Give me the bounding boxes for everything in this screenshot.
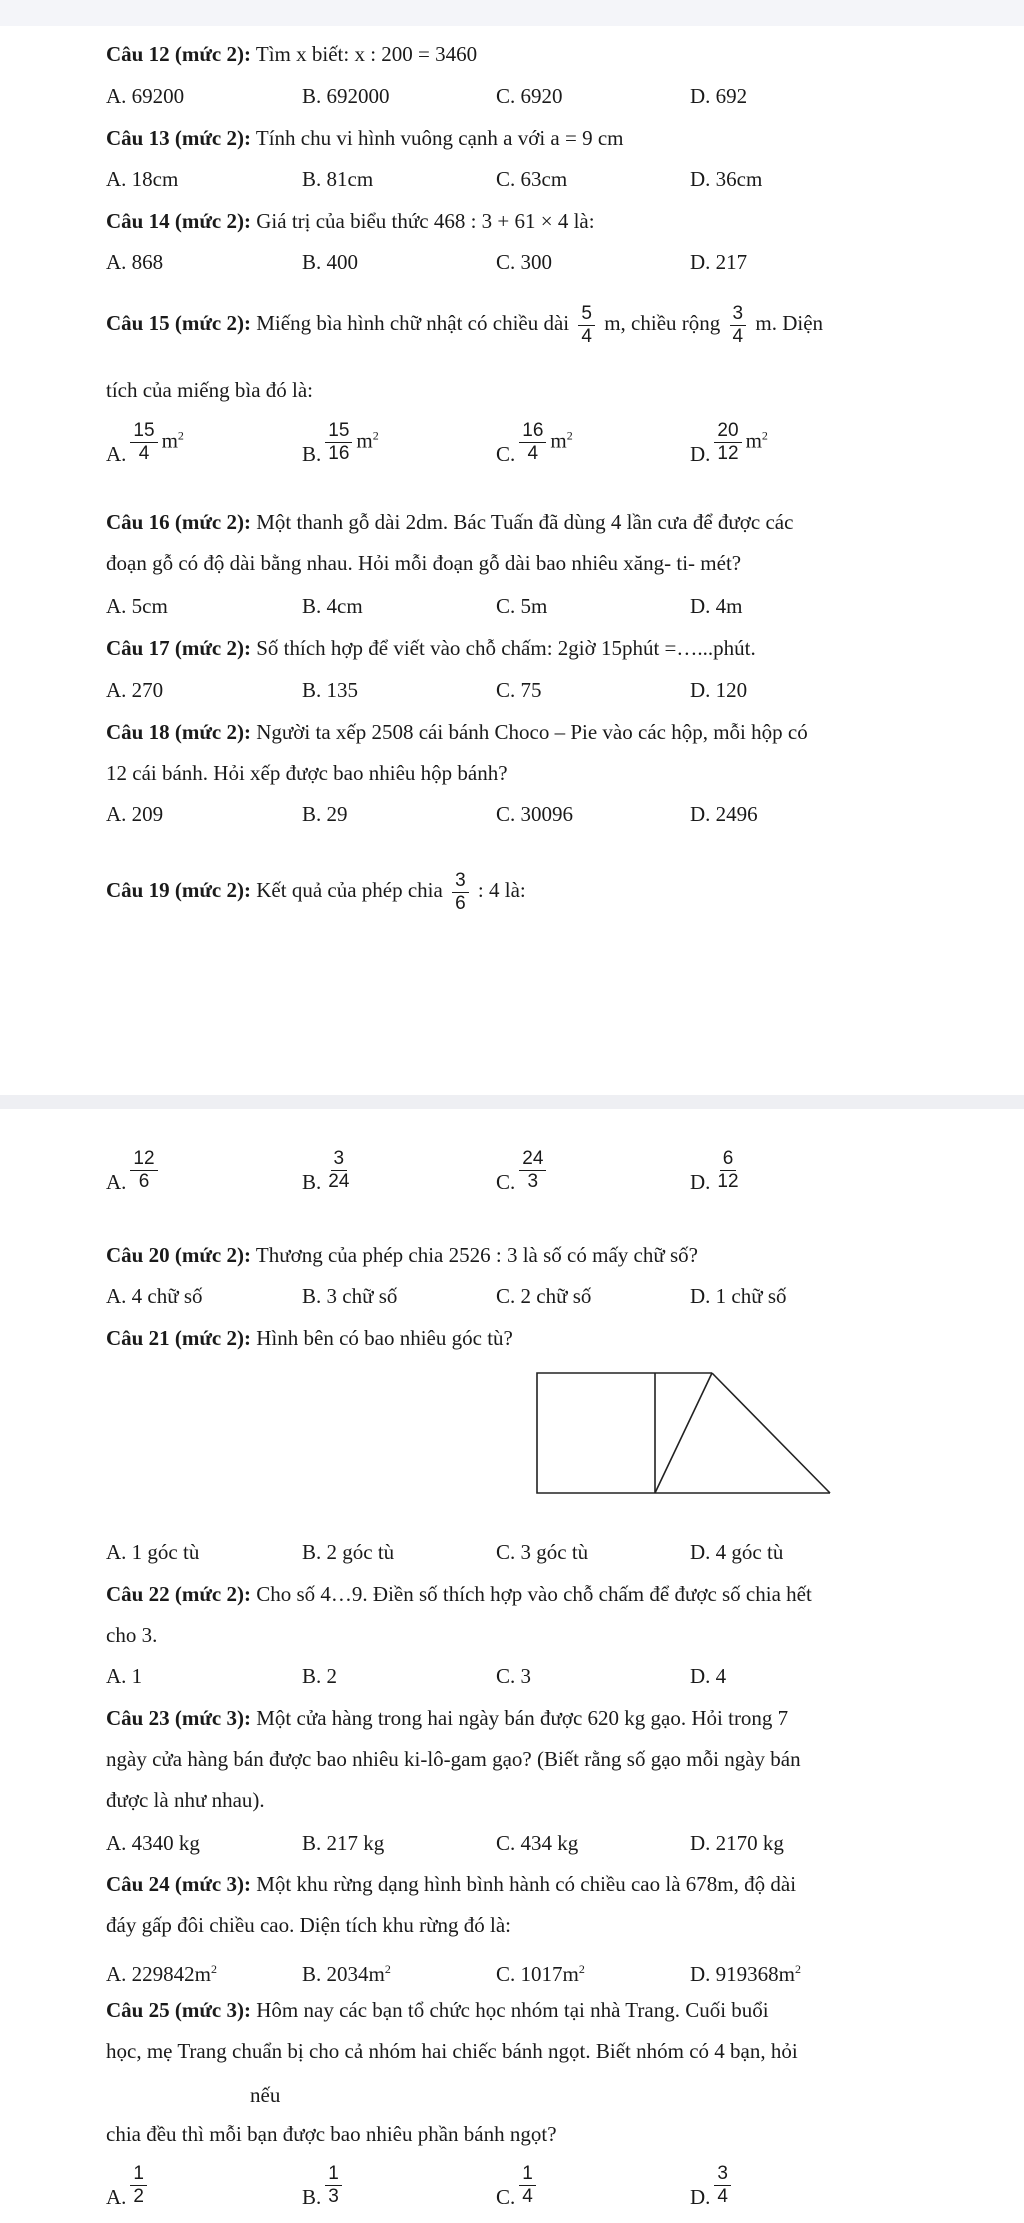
fraction-length — [578, 303, 595, 348]
options-23 — [106, 1823, 926, 1863]
question-text: Tìm x biết: x : 200 = 3460 — [255, 42, 478, 66]
question-18 — [106, 712, 918, 794]
unit: m — [745, 428, 762, 453]
unit-exponent: 2 — [761, 428, 768, 443]
numerator: 3 — [331, 1148, 348, 1171]
option-letter: C. — [496, 1170, 516, 1194]
question-label: Câu 25 (mức 3): — [106, 1998, 251, 2022]
question-15 — [106, 292, 918, 354]
unit: m — [356, 428, 373, 453]
numerator: 24 — [519, 1148, 546, 1171]
option-d[interactable]: D. 2170 kg — [690, 1831, 784, 1855]
options-16 — [106, 586, 926, 626]
unit: m — [550, 428, 567, 453]
question-17 — [106, 628, 918, 669]
option-a[interactable] — [106, 2163, 151, 2208]
question-label: Câu 23 (mức 3): — [106, 1706, 251, 1730]
option-text: A. 229842 — [106, 1962, 195, 1986]
denominator: 12 — [717, 1171, 739, 1192]
geometry-figure — [536, 1372, 832, 1494]
option-b[interactable]: B. 135 — [302, 678, 359, 702]
numerator: 15 — [130, 420, 157, 443]
denominator: 24 — [328, 1171, 350, 1192]
question-21 — [106, 1318, 918, 1359]
option-c[interactable]: C. 434 kg — [496, 1831, 579, 1855]
numerator: 3 — [452, 870, 469, 893]
option-b[interactable] — [302, 420, 379, 465]
numerator: 3 — [714, 2163, 731, 2186]
option-c[interactable]: C. 30096 — [496, 802, 574, 826]
option-a[interactable]: A. 1 — [106, 1664, 143, 1688]
unit-exponent: 2 — [578, 1962, 585, 1976]
denominator: 12 — [717, 443, 739, 464]
denominator: 4 — [717, 2186, 728, 2207]
question-text: : 4 là: — [477, 878, 526, 902]
option-d[interactable]: D. 4 góc tù — [690, 1540, 784, 1564]
option-b[interactable]: B. 29 — [302, 802, 348, 826]
options-19 — [106, 1148, 926, 1204]
question-text: Một thanh gỗ dài 2dm. Bác Tuấn đã dùng 4 lần cưa để được các — [256, 510, 794, 534]
option-c[interactable]: C. 3 góc tù — [496, 1540, 589, 1564]
triangle-hypotenuse — [712, 1373, 830, 1493]
question-text: Hình bên có bao nhiêu góc tù? — [256, 1326, 513, 1350]
question-text: Hôm nay các bạn tổ chức học nhóm tại nhà Trang. Cuối buổi — [256, 1998, 769, 2022]
option-a[interactable]: A. 4 chữ số — [106, 1284, 203, 1308]
option-a[interactable]: A. 1 góc tù — [106, 1540, 200, 1564]
option-letter: A. — [106, 442, 127, 466]
option-a[interactable]: A. 4340 kg — [106, 1831, 200, 1855]
option-b[interactable] — [302, 1148, 356, 1193]
unit-exponent: 2 — [372, 428, 379, 443]
numerator: 20 — [714, 420, 741, 443]
option-c[interactable] — [496, 1949, 585, 1994]
denominator: 16 — [328, 443, 350, 464]
option-c[interactable]: C. 2 chữ số — [496, 1284, 592, 1308]
option-b[interactable]: B. 692000 — [302, 84, 390, 108]
option-d[interactable] — [690, 2163, 735, 2208]
numerator: 15 — [325, 420, 352, 443]
option-d[interactable]: D. 36cm — [690, 167, 763, 191]
options-12 — [106, 76, 926, 116]
option-a[interactable]: A. 868 — [106, 250, 164, 274]
option-c[interactable]: C. 75 — [496, 678, 542, 702]
question-label: Câu 17 (mức 2): — [106, 636, 251, 660]
denominator: 4 — [522, 2186, 533, 2207]
numerator: 1 — [519, 2163, 536, 2186]
options-18 — [106, 794, 926, 834]
question-label: Câu 15 (mức 2): — [106, 311, 251, 335]
page-separator — [0, 1095, 1024, 1109]
denominator: 4 — [581, 325, 592, 347]
options-24 — [106, 1949, 926, 1989]
option-b[interactable]: B. 2 góc tù — [302, 1540, 395, 1564]
question-text: Miếng bìa hình chữ nhật có chiều dài — [256, 311, 570, 335]
numerator: 6 — [720, 1148, 737, 1171]
option-b[interactable]: B. 3 chữ số — [302, 1284, 398, 1308]
question-label: Câu 18 (mức 2): — [106, 720, 251, 744]
numerator: 1 — [325, 2163, 342, 2186]
question-text: Thương của phép chia 2526 : 3 là số có mấy chữ số? — [255, 1243, 698, 1267]
option-text: C. 1017 — [496, 1962, 563, 1986]
question-label: Câu 16 (mức 2): — [106, 510, 251, 534]
question-text: cho 3. — [106, 1623, 158, 1647]
option-d[interactable]: D. 120 — [690, 678, 748, 702]
option-a[interactable]: A. 18cm — [106, 167, 179, 191]
numerator: 3 — [730, 303, 747, 326]
denominator: 3 — [527, 1171, 539, 1192]
unit: m — [778, 1962, 796, 1986]
denominator: 4 — [732, 325, 744, 347]
rectangle-outline — [537, 1373, 655, 1493]
question-label: Câu 22 (mức 2): — [106, 1582, 251, 1606]
option-text: D. 919368 — [690, 1962, 779, 1986]
question-13 — [106, 118, 918, 159]
unit-exponent: 2 — [566, 428, 573, 443]
question-25-line-4 — [106, 2114, 918, 2155]
option-d[interactable]: D. 217 — [690, 250, 748, 274]
numerator: 1 — [130, 2163, 147, 2186]
option-d[interactable] — [690, 420, 768, 465]
option-c[interactable]: C. 6920 — [496, 84, 563, 108]
unit: m — [194, 1962, 212, 1986]
unit-exponent: 2 — [177, 428, 184, 443]
question-text: tích của miếng bìa đó là: — [106, 378, 314, 402]
option-a[interactable]: A. 270 — [106, 678, 164, 702]
question-text: học, mẹ Trang chuẩn bị cho cả nhóm hai chiếc bánh ngọt. Biết nhóm có 4 bạn, hỏi — [106, 2039, 798, 2063]
options-22 — [106, 1656, 926, 1696]
question-text: đáy gấp đôi chiều cao. Diện tích khu rừng đó là: — [106, 1913, 512, 1937]
question-label: Câu 21 (mức 2): — [106, 1326, 251, 1350]
question-text: Tính chu vi hình vuông cạnh a với a = 9 cm — [255, 126, 624, 150]
unit: m — [562, 1962, 579, 1986]
question-text: ngày cửa hàng bán được bao nhiêu ki-lô-gam gạo? (Biết rằng số gạo mỗi ngày bán — [106, 1747, 801, 1771]
question-19 — [106, 860, 918, 920]
question-23 — [106, 1698, 918, 1821]
question-label: Câu 13 (mức 2): — [106, 126, 251, 150]
question-24 — [106, 1864, 918, 1946]
options-17 — [106, 670, 926, 710]
question-12 — [106, 34, 918, 75]
option-d[interactable]: D. 4 — [690, 1664, 727, 1688]
option-text: B. 2034 — [302, 1962, 369, 1986]
option-letter: B. — [302, 2185, 322, 2209]
question-label: Câu 14 (mức 2): — [106, 209, 251, 233]
question-label: Câu 12 (mức 2): — [106, 42, 251, 66]
option-c[interactable]: C. 3 — [496, 1664, 532, 1688]
option-b[interactable]: B. 2 — [302, 1664, 338, 1688]
option-b[interactable] — [302, 2163, 346, 2208]
options-13 — [106, 159, 926, 199]
question-text: Cho số 4…9. Điền số thích hợp vào chỗ chấm để được số chia hết — [256, 1582, 812, 1606]
question-15-line-2 — [106, 370, 918, 411]
option-b[interactable]: B. 217 kg — [302, 1831, 385, 1855]
option-c[interactable]: C. 63cm — [496, 167, 568, 191]
question-text: Giá trị của biểu thức 468 : 3 + 61 × 4 là: — [256, 209, 595, 233]
triangle-inner-side — [655, 1373, 712, 1493]
denominator: 6 — [138, 1171, 150, 1192]
option-a[interactable] — [106, 1148, 162, 1193]
option-letter: D. — [690, 2185, 711, 2209]
question-text-fragment: nếu — [250, 2083, 281, 2107]
option-c[interactable] — [496, 420, 573, 465]
denominator: 3 — [328, 2186, 339, 2207]
option-d[interactable]: D. 4m — [690, 594, 743, 618]
option-c[interactable] — [496, 2163, 540, 2208]
fraction-width — [730, 303, 747, 348]
question-text: m. Diện — [755, 311, 824, 335]
option-letter: A. — [106, 2185, 127, 2209]
question-text: Một khu rừng dạng hình bình hành có chiều cao là 678m, độ dài — [256, 1872, 797, 1896]
option-b[interactable]: B. 81cm — [302, 167, 374, 191]
option-letter: A. — [106, 1170, 127, 1194]
numerator: 16 — [519, 420, 546, 443]
question-text: được là như nhau). — [106, 1788, 265, 1812]
option-a[interactable] — [106, 420, 184, 465]
question-label: Câu 19 (mức 2): — [106, 878, 251, 902]
option-letter: B. — [302, 442, 322, 466]
unit-exponent: 2 — [795, 1962, 802, 1976]
option-b[interactable]: B. 4cm — [302, 594, 363, 618]
question-text: Số thích hợp để viết vào chỗ chấm: 2giờ 15phút =…...phút. — [256, 636, 756, 660]
unit: m — [368, 1962, 385, 1986]
question-20 — [106, 1235, 918, 1276]
option-c[interactable]: C. 300 — [496, 250, 553, 274]
option-a[interactable]: A. 69200 — [106, 84, 185, 108]
top-band — [0, 0, 1024, 26]
question-text: m, chiều rộng — [604, 311, 721, 335]
option-a[interactable]: A. 5cm — [106, 594, 168, 618]
question-text: 12 cái bánh. Hỏi xếp được bao nhiêu hộp bánh? — [106, 761, 508, 785]
options-15 — [106, 420, 926, 476]
question-label: Câu 20 (mức 2): — [106, 1243, 251, 1267]
option-a[interactable]: A. 209 — [106, 802, 164, 826]
question-14 — [106, 201, 918, 242]
option-letter: C. — [496, 442, 516, 466]
option-letter: D. — [690, 442, 711, 466]
option-d[interactable]: D. 2496 — [690, 802, 758, 826]
denominator: 6 — [455, 892, 466, 914]
unit-exponent: 2 — [211, 1962, 218, 1976]
option-c[interactable]: C. 5m — [496, 594, 548, 618]
option-letter: B. — [302, 1170, 322, 1194]
option-b[interactable] — [302, 1949, 391, 1994]
question-text: Một cửa hàng trong hai ngày bán được 620 kg gạo. Hỏi trong 7 — [256, 1706, 789, 1730]
fraction-dividend — [452, 870, 469, 915]
question-text: Kết quả của phép chia — [256, 878, 443, 902]
options-20 — [106, 1276, 926, 1316]
question-text: Người ta xếp 2508 cái bánh Choco – Pie vào các hộp, mỗi hộp có — [256, 720, 808, 744]
option-b[interactable]: B. 400 — [302, 250, 359, 274]
denominator: 4 — [138, 443, 150, 464]
question-text: chia đều thì mỗi bạn được bao nhiêu phần bánh ngọt? — [106, 2122, 557, 2146]
question-16 — [106, 502, 918, 584]
denominator: 4 — [527, 443, 539, 464]
question-22 — [106, 1574, 918, 1656]
question-text: đoạn gỗ có độ dài bằng nhau. Hỏi mỗi đoạn gỗ dài bao nhiêu xăng- ti- mét? — [106, 551, 742, 575]
question-label: Câu 24 (mức 3): — [106, 1872, 251, 1896]
numerator: 5 — [578, 303, 595, 326]
option-letter: D. — [690, 1170, 711, 1194]
options-25 — [106, 2163, 926, 2219]
option-d[interactable]: D. 692 — [690, 84, 748, 108]
option-d[interactable] — [690, 1949, 801, 1994]
option-letter: C. — [496, 2185, 516, 2209]
denominator: 2 — [133, 2186, 144, 2207]
option-c[interactable] — [496, 1148, 550, 1193]
option-a[interactable] — [106, 1949, 217, 1994]
options-21 — [106, 1532, 926, 1572]
unit-exponent: 2 — [384, 1962, 391, 1976]
unit: m — [161, 428, 178, 453]
question-25 — [106, 1990, 918, 2072]
numerator: 12 — [130, 1148, 157, 1171]
option-d[interactable]: D. 1 chữ số — [690, 1284, 787, 1308]
option-d[interactable] — [690, 1148, 746, 1193]
options-14 — [106, 242, 926, 282]
